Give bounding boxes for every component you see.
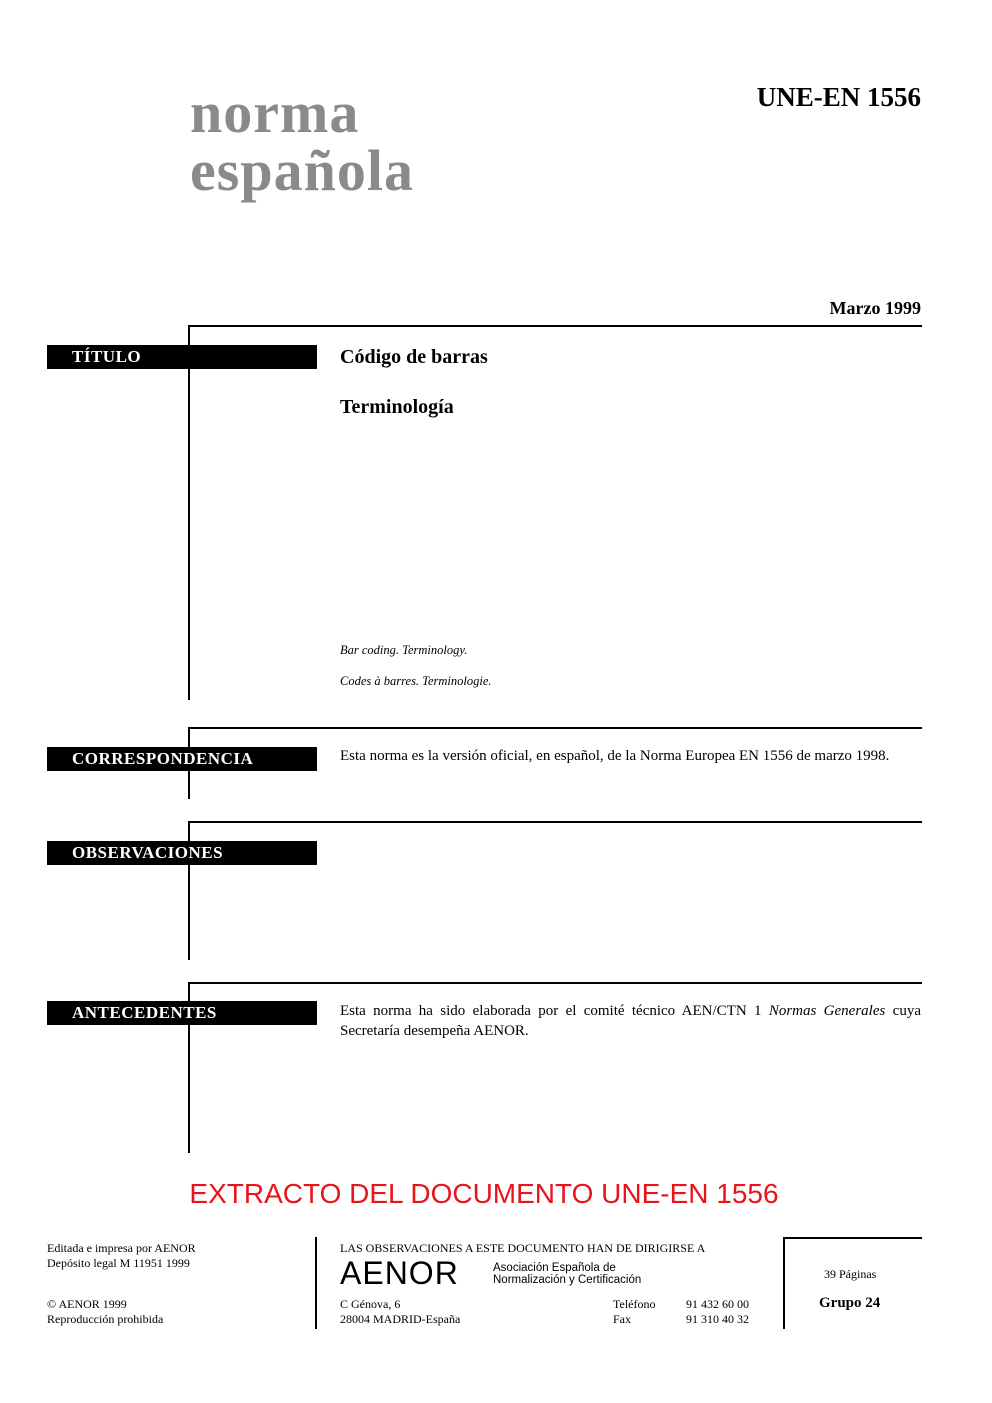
norma-espanola-title: [190, 80, 414, 203]
standard-date: Marzo 1999: [829, 298, 921, 318]
aenor-name-line2: Normalización y Certificación: [493, 1274, 642, 1286]
phone-label: Teléfono: [613, 1297, 656, 1311]
aenor-full-name: [493, 1262, 641, 1286]
french-title: Codes à barres. Terminologie.: [340, 674, 492, 688]
address-city: 28004 MADRID-España: [340, 1312, 461, 1326]
correspondencia-top-rule: [188, 727, 922, 729]
address-street: C Génova, 6: [340, 1297, 401, 1311]
titulo-label: TÍTULO: [47, 345, 317, 369]
english-title: Bar coding. Terminology.: [340, 643, 468, 657]
antecedentes-text: [340, 1001, 921, 1041]
price-group: Grupo 24: [819, 1295, 881, 1311]
footer-copyright-info: [47, 1297, 163, 1327]
committee-name: Normas Generales: [768, 1003, 886, 1019]
footer-box-left-rule: [783, 1237, 785, 1329]
fax-number: 91 310 40 32: [686, 1312, 749, 1326]
correspondencia-text: Esta norma es la versión oficial, en español, de la Norma Europea EN 1556 de marzo 1998.: [340, 748, 890, 764]
document-subtitle: Terminología: [340, 396, 454, 418]
antecedentes-label: ANTECEDENTES: [47, 1001, 317, 1025]
legal-deposit: Depósito legal M 11951 1999: [47, 1256, 190, 1270]
observations-notice: LAS OBSERVACIONES A ESTE DOCUMENTO HAN DE DIRIGIRSE A: [340, 1241, 706, 1255]
titulo-top-rule: [188, 325, 922, 327]
antecedentes-text-end: cuya Secretaría desempeña AENOR.: [340, 1003, 921, 1039]
phone-number: 91 432 60 00: [686, 1297, 749, 1311]
standard-number: UNE-EN 1556: [756, 82, 921, 112]
reproduction-notice: Reproducción prohibida: [47, 1312, 164, 1326]
document-title: Código de barras: [340, 346, 488, 368]
contact-labels: [613, 1297, 655, 1327]
titulo-left-rule: [188, 325, 190, 700]
fax-label: Fax: [613, 1312, 631, 1326]
antecedentes-text-start: Esta norma ha sido elaborada por el comité técnico AEN/CTN 1: [340, 1003, 769, 1019]
aenor-name-line1: Asociación Española de: [493, 1262, 616, 1274]
correspondencia-label: CORRESPONDENCIA: [47, 747, 317, 771]
footer-publisher-info: [47, 1241, 196, 1271]
edited-by: Editada e impresa por AENOR: [47, 1241, 196, 1255]
copyright: © AENOR 1999: [47, 1297, 127, 1311]
norma-line: norma: [190, 80, 360, 145]
antecedentes-top-rule: [188, 982, 922, 984]
observaciones-label: OBSERVACIONES: [47, 841, 317, 865]
page-count: 39 Páginas: [824, 1267, 877, 1281]
aenor-address: [340, 1297, 460, 1327]
extract-banner: EXTRACTO DEL DOCUMENTO UNE-EN 1556: [189, 1178, 779, 1209]
footer-box-top-rule: [783, 1237, 922, 1239]
aenor-logo: AENOR: [340, 1255, 459, 1291]
observaciones-top-rule: [188, 821, 922, 823]
footer-divider-left: [315, 1237, 317, 1329]
espanola-line: española: [190, 138, 414, 203]
contact-values: [686, 1297, 749, 1327]
